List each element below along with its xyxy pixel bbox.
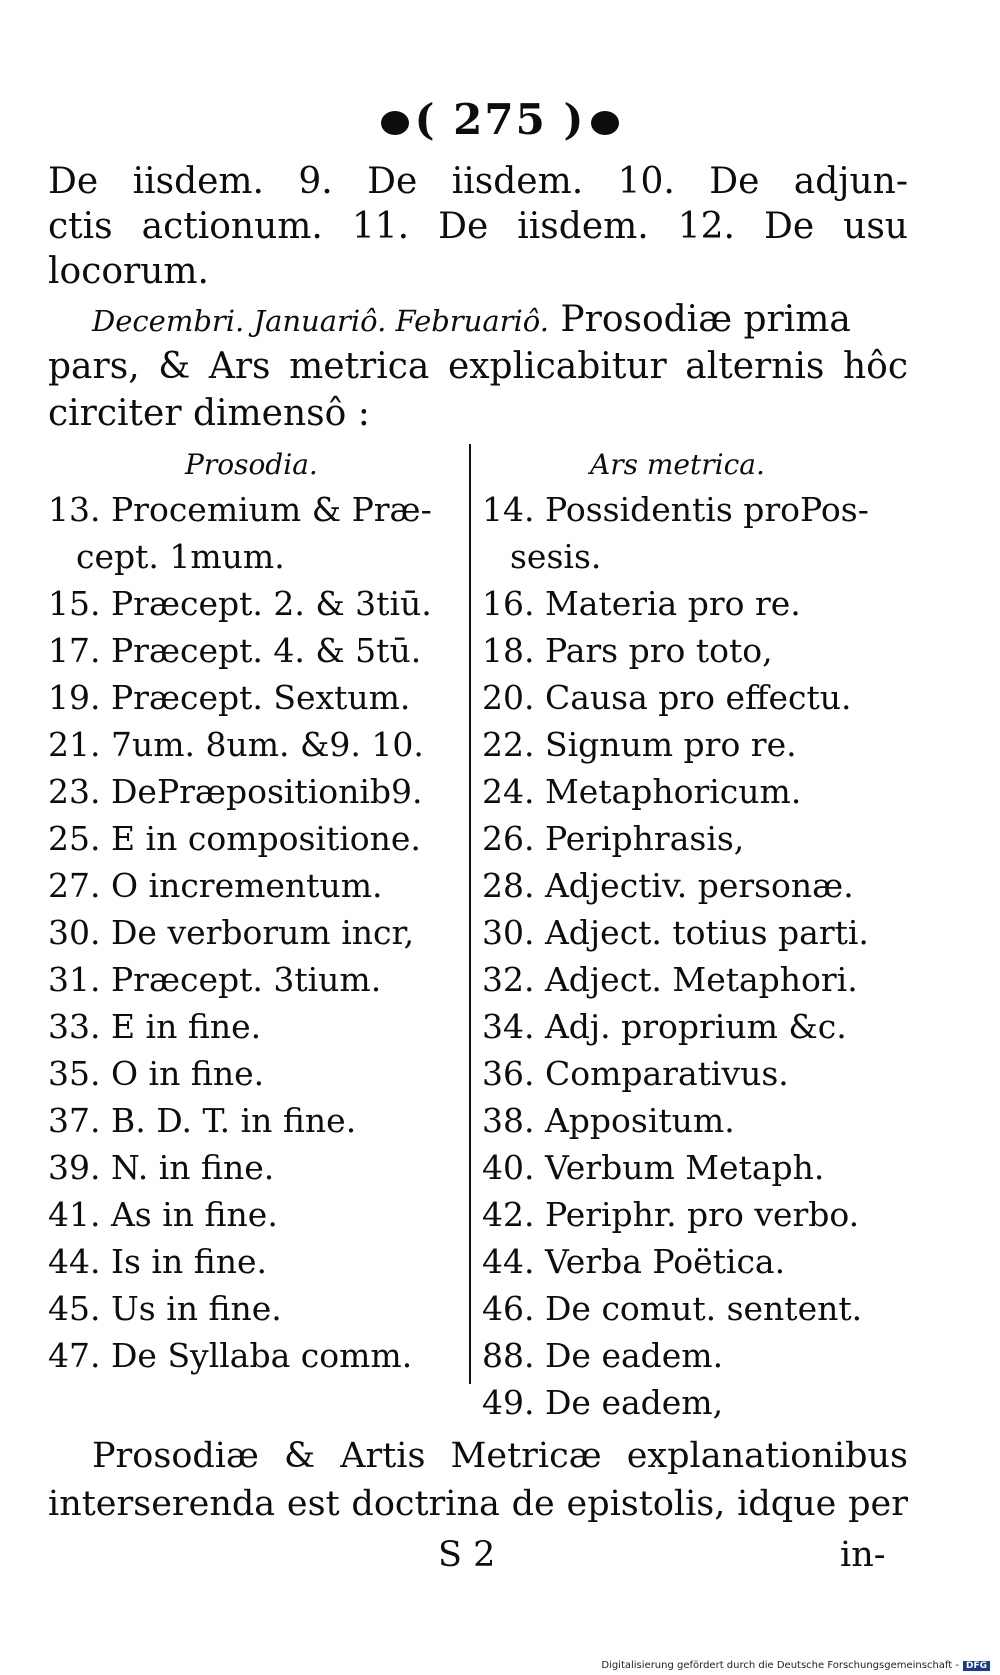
list-item: 40. Verbum Metaph. [482,1148,825,1187]
list-item: 36. Comparativus. [482,1054,789,1093]
para-line-6: circiter dimensô : [48,393,370,434]
credit-text: Digitalisierung gefördert durch die Deutsche Forschungsgemeinschaft - [601,1660,959,1671]
list-item: 21. 7um. 8um. &9. 10. [48,725,424,764]
list-item: sesis. [510,537,602,576]
list-item: 26. Periphrasis, [482,819,745,858]
list-item: 32. Adject. Metaphori. [482,960,858,999]
page-number: 275 [453,95,547,144]
ars-metrica-column [482,488,912,1428]
list-item: cept. 1mum. [76,537,285,576]
list-item: 38. Appositum. [482,1101,735,1140]
dfg-logo-badge: DFG [963,1661,990,1671]
list-item: 34. Adj. proprium &c. [482,1007,847,1046]
list-item: 39. N. in fine. [48,1148,275,1187]
list-item: 30. De verborum incr, [48,913,415,952]
list-item: 49. De eadem, [482,1383,724,1422]
list-item: 44. Is in fine. [48,1242,268,1281]
list-item: 30. Adject. totius parti. [482,913,869,952]
digitization-credit [601,1660,990,1671]
page-header: ( 275 ) [0,95,1000,144]
list-item: 16. Materia pro re. [482,584,801,623]
list-item: 42. Periphr. pro verbo. [482,1195,860,1234]
list-item: 22. Signum pro re. [482,725,797,764]
list-item: 37. B. D. T. in fine. [48,1101,357,1140]
list-item: 28. Adjectiv. personæ. [482,866,854,905]
list-item: 14. Possidentis proPos- [482,490,869,529]
list-item: 33. E in fine. [48,1007,262,1046]
months-line [48,298,908,343]
list-item: 23. DePræpositionib9. [48,772,423,811]
list-item: 15. Præcept. 2. & 3tiū. [48,584,432,623]
list-item: 27. O incrementum. [48,866,383,905]
left-column-heading: Prosodia. [185,448,318,481]
list-item: 24. Metaphoricum. [482,772,802,811]
list-item: 13. Procemium & Præ- [48,490,432,529]
right-ornament-icon [591,111,619,135]
left-ornament-icon [381,111,409,135]
list-item: 47. De Syllaba comm. [48,1336,413,1375]
list-item: 17. Præcept. 4. & 5tū. [48,631,422,670]
list-item: 46. De comut. sentent. [482,1289,863,1328]
closing-line-2: interserenda est doctrina de epistolis, idque per [48,1484,908,1524]
list-item: 31. Præcept. 3tium. [48,960,382,999]
list-item: 35. O in fine. [48,1054,265,1093]
list-item: 44. Verba Poëtica. [482,1242,786,1281]
list-item [48,1381,463,1428]
prosodia-column [48,488,463,1428]
right-column-heading: Ars metrica. [590,448,765,481]
column-divider [469,444,471,1384]
months-rest: Prosodiæ prima [548,299,851,340]
intro-line-3: locorum. [48,251,209,292]
list-item: 88. De eadem. [482,1336,724,1375]
list-item: 19. Præcept. Sextum. [48,678,411,717]
list-item: 18. Pars pro toto, [482,631,773,670]
intro-line-1: De iisdem. 9. De iisdem. 10. De adjun- [48,161,908,202]
list-item: 41. As in fine. [48,1195,278,1234]
list-item: 45. Us in fine. [48,1289,282,1328]
closing-line-1: Prosodiæ & Artis Metricæ explanationibus [92,1436,908,1476]
intro-line-2: ctis actionum. 11. De iisdem. 12. De usu [48,206,908,247]
months-italic: Decembri. Januariô. Februariô. [92,304,549,338]
list-item: 25. E in compositione. [48,819,421,858]
list-item: 20. Causa pro effectu. [482,678,852,717]
para-line-5: pars, & Ars metrica explicabitur alternis hôc [48,346,908,387]
signature-mark: S 2 [438,1535,496,1575]
catchword: in- [840,1535,886,1575]
